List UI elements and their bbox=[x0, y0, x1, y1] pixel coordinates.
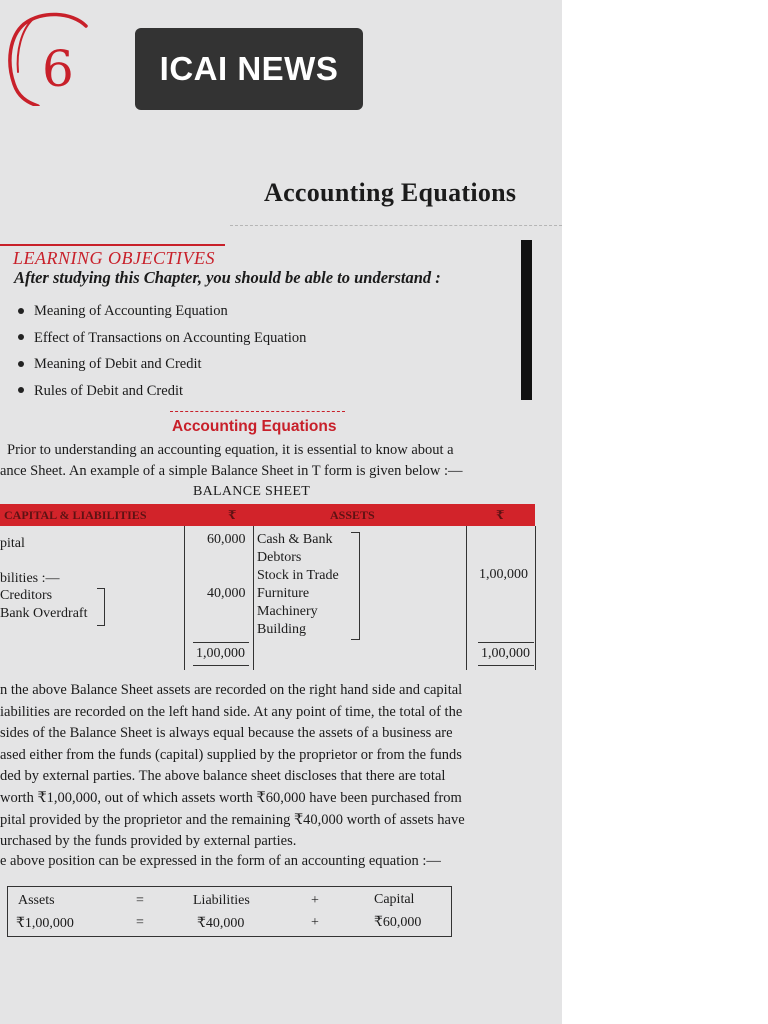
total-rule bbox=[478, 642, 534, 643]
liabilities-label: bilities :— bbox=[0, 571, 60, 586]
equation-operator: + bbox=[311, 915, 319, 930]
section-rule bbox=[170, 411, 345, 412]
equation-intro: e above position can be expressed in the form of an accounting equation :— bbox=[0, 853, 441, 869]
total-rule bbox=[193, 642, 249, 643]
right-total: 1,00,000 bbox=[481, 646, 530, 661]
intro-paragraph bbox=[0, 440, 547, 482]
list-item: Rules of Debit and Credit bbox=[16, 378, 436, 405]
equation-term: Assets bbox=[18, 893, 55, 908]
divider bbox=[230, 225, 562, 226]
total-double-rule bbox=[193, 665, 249, 666]
equation-value: ₹60,000 bbox=[374, 915, 422, 930]
banner-text: ICAI NEWS bbox=[159, 50, 339, 87]
accounting-equation-box bbox=[7, 886, 452, 937]
objectives-list bbox=[16, 298, 436, 404]
equation-operator: = bbox=[136, 915, 144, 930]
chapter-number-circle bbox=[2, 6, 102, 106]
bank-overdraft-label: Bank Overdraft bbox=[0, 606, 88, 621]
column-rule bbox=[535, 526, 536, 670]
text-line: ased either from the funds (capital) supplied by the proprietor or from the funds bbox=[0, 746, 462, 763]
text-line: n the above Balance Sheet assets are recorded on the right hand side and capital bbox=[0, 682, 463, 698]
capital-amount: 60,000 bbox=[207, 532, 246, 547]
text-line: ded by external parties. The above balance sheet discloses that there are total bbox=[0, 768, 446, 785]
objectives-subheading: After studying this Chapter, you should be able to understand : bbox=[14, 268, 441, 287]
column-rule bbox=[253, 526, 254, 670]
header-left-currency: ₹ bbox=[228, 508, 237, 522]
chapter-number: 6 bbox=[42, 40, 74, 98]
assets-bracket bbox=[351, 532, 360, 640]
text-line: pital provided by the proprietor and the remaining ₹40,000 worth of assets have bbox=[0, 811, 465, 828]
text-line: iabilities are recorded on the left hand side. At any point of time, the total of the bbox=[0, 703, 463, 720]
bullet-icon bbox=[18, 308, 24, 314]
creditors-label: Creditors bbox=[0, 588, 53, 603]
objectives-side-bar bbox=[521, 240, 532, 400]
column-rule bbox=[184, 526, 185, 670]
text-line: worth ₹1,00,000, out of which assets worth ₹60,000 have been purchased from bbox=[0, 789, 462, 806]
text-line: sides of the Balance Sheet is always equal because the assets of a business are bbox=[0, 725, 453, 742]
header-right-currency: ₹ bbox=[496, 508, 505, 522]
asset-item: Building bbox=[257, 622, 307, 637]
equation-term: Liabilities bbox=[193, 893, 250, 908]
bullet-icon bbox=[18, 334, 24, 340]
bullet-icon bbox=[18, 387, 24, 393]
total-double-rule bbox=[478, 665, 534, 666]
list-item: Meaning of Debit and Credit bbox=[16, 351, 436, 378]
balance-sheet-body bbox=[0, 526, 536, 670]
asset-item: Stock in Trade bbox=[257, 568, 339, 583]
list-item: Meaning of Accounting Equation bbox=[16, 298, 436, 325]
intro-line: Prior to understanding an accounting equation, it is essential to know about a bbox=[7, 442, 454, 458]
equation-term: Capital bbox=[374, 892, 415, 907]
equation-operator: = bbox=[136, 893, 144, 908]
equation-value: ₹1,00,000 bbox=[16, 916, 74, 931]
intro-line: ance Sheet. An example of a simple Balance Sheet in T form is given below :— bbox=[0, 463, 463, 479]
section-title: Accounting Equations bbox=[172, 418, 337, 435]
list-item: Effect of Transactions on Accounting Equation bbox=[16, 325, 436, 352]
asset-item: Debtors bbox=[257, 550, 302, 565]
equation-operator: + bbox=[311, 893, 319, 908]
liabilities-bracket bbox=[97, 588, 105, 626]
text-line: urchased by the funds provided by external parties. bbox=[0, 833, 297, 850]
header-capital-liabilities: CAPITAL & LIABILITIES bbox=[4, 508, 147, 522]
asset-item: Cash & Bank bbox=[257, 532, 333, 547]
bullet-icon bbox=[18, 361, 24, 367]
asset-item: Machinery bbox=[257, 604, 318, 619]
chapter-title: Accounting Equations bbox=[264, 178, 517, 207]
capital-label: pital bbox=[0, 536, 25, 551]
header-assets: ASSETS bbox=[330, 508, 375, 522]
balance-sheet-header bbox=[0, 504, 535, 526]
objectives-rule bbox=[0, 244, 225, 246]
liabilities-amount: 40,000 bbox=[207, 586, 246, 601]
explanation-paragraph bbox=[0, 680, 545, 853]
left-total: 1,00,000 bbox=[196, 646, 245, 661]
balance-sheet-title: BALANCE SHEET bbox=[193, 484, 311, 499]
assets-amount: 1,00,000 bbox=[479, 567, 528, 582]
icai-news-banner bbox=[135, 28, 363, 110]
equation-value: ₹40,000 bbox=[197, 916, 245, 931]
objectives-heading: LEARNING OBJECTIVES bbox=[13, 248, 215, 268]
asset-item: Furniture bbox=[257, 586, 310, 601]
column-rule bbox=[466, 526, 467, 670]
